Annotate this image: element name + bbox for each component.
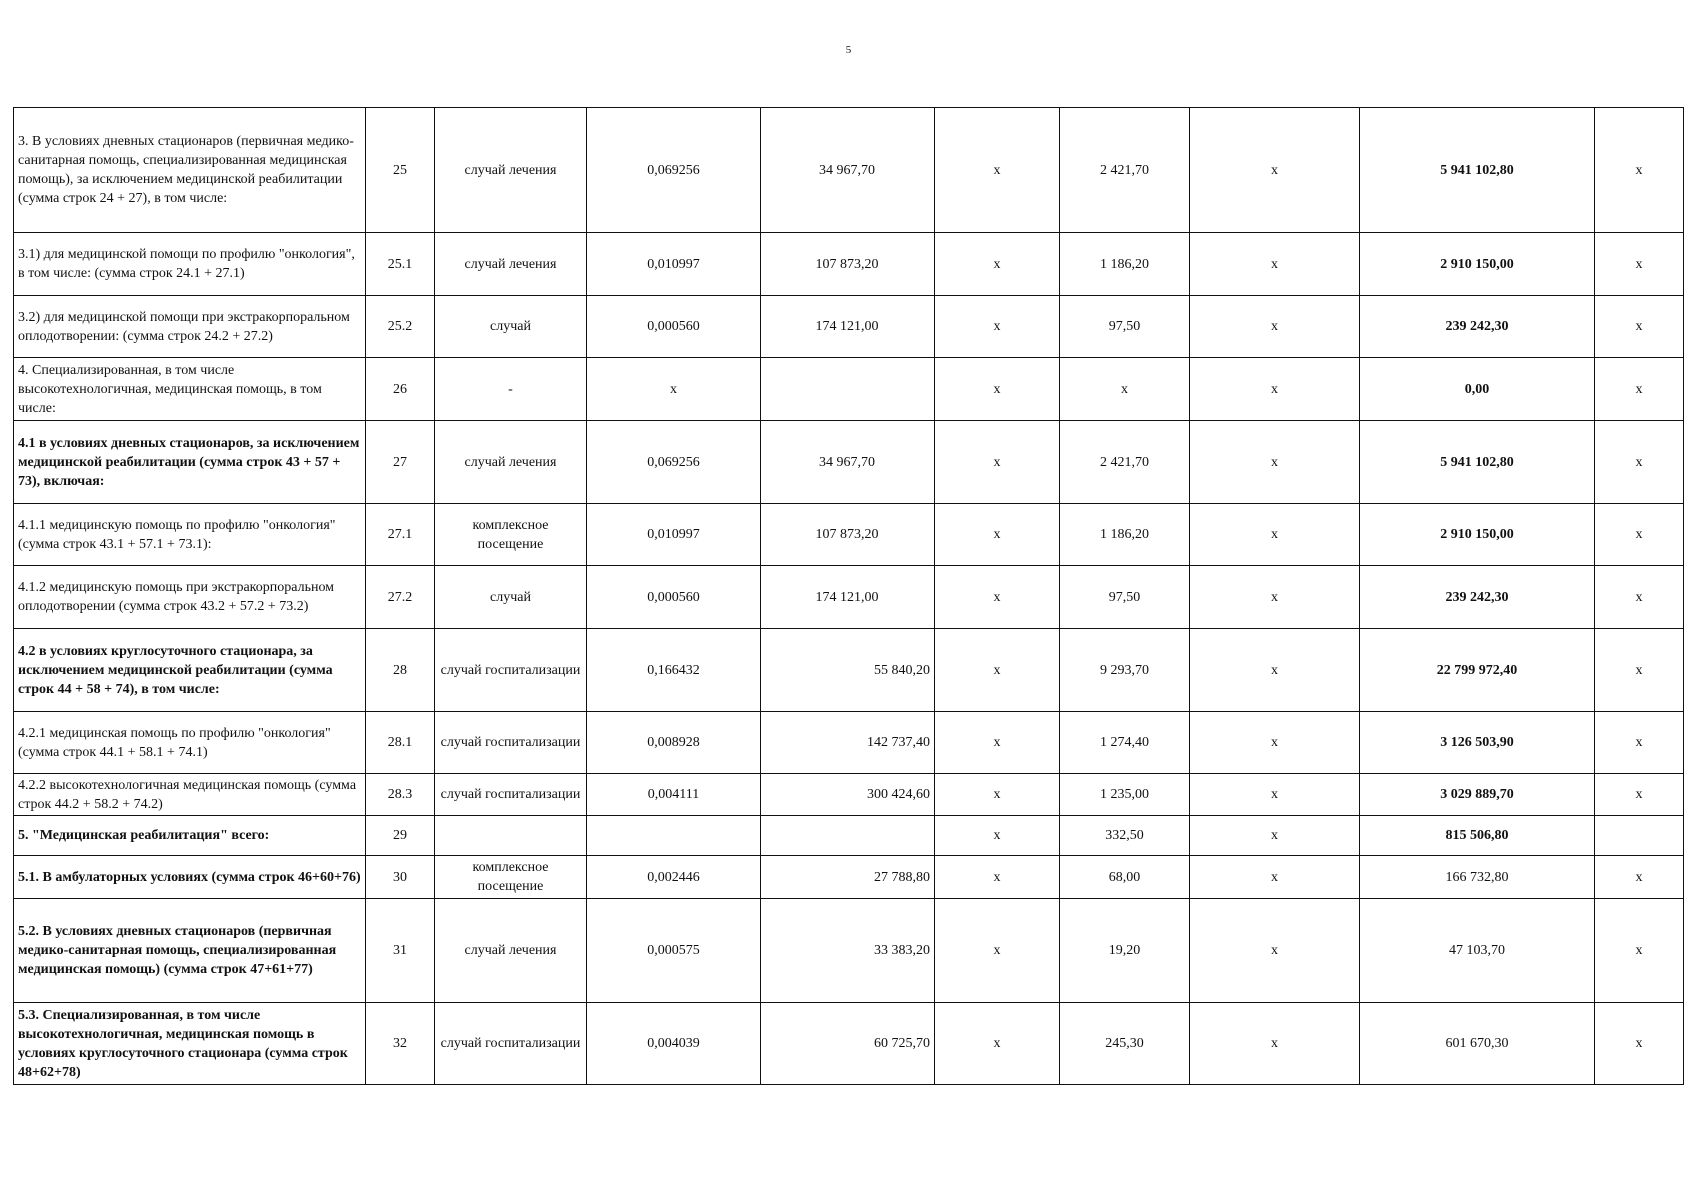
row-col10: х [1595,504,1684,566]
row-total: 601 670,30 [1360,1003,1595,1085]
row-name: 4.1.2 медицинскую помощь при экстракорпоральном оплодотворении (сумма строк 43.2 + 57.2 + 73.2) [14,566,366,629]
row-unit: случай лечения [435,108,587,233]
row-norm: 0,004039 [587,1003,761,1085]
row-cost: 33 383,20 [761,899,935,1003]
row-col10: х [1595,712,1684,774]
row-code: 27 [366,421,435,504]
row-col10: х [1595,856,1684,899]
row-cost: 60 725,70 [761,1003,935,1085]
row-name: 5. "Медицинская реабилитация" всего: [14,816,366,856]
row-code: 32 [366,1003,435,1085]
row-percapita: 1 274,40 [1060,712,1190,774]
row-total: 2 910 150,00 [1360,233,1595,296]
row-total: 0,00 [1360,358,1595,421]
row-code: 28.3 [366,774,435,816]
row-cost [761,816,935,856]
row-code: 28.1 [366,712,435,774]
row-col10: х [1595,358,1684,421]
row-norm: 0,002446 [587,856,761,899]
row-norm: 0,010997 [587,504,761,566]
row-col8: х [1190,566,1360,629]
row-norm: 0,000560 [587,566,761,629]
table-row [14,629,1684,712]
row-unit: случай [435,296,587,358]
row-cost: 55 840,20 [761,629,935,712]
row-unit: комплексное посещение [435,856,587,899]
row-unit: случай [435,566,587,629]
row-cost: 27 788,80 [761,856,935,899]
table-row [14,108,1684,233]
row-col8: х [1190,296,1360,358]
row-col8: х [1190,774,1360,816]
row-name: 3. В условиях дневных стационаров (первичная медико-санитарная помощь, специализированная медицинская помощь), за исключением медицинской реабилитации (сумма строк 24 + 27), в том числе: [14,108,366,233]
row-percapita: х [1060,358,1190,421]
row-code: 26 [366,358,435,421]
table-row [14,816,1684,856]
row-unit: - [435,358,587,421]
row-total: 166 732,80 [1360,856,1595,899]
table-row [14,233,1684,296]
row-name: 4.2.1 медицинская помощь по профилю "онкология" (сумма строк 44.1 + 58.1 + 74.1) [14,712,366,774]
row-code: 25.1 [366,233,435,296]
row-col10: х [1595,108,1684,233]
row-unit: случай госпитализации [435,1003,587,1085]
row-name: 4.1 в условиях дневных стационаров, за исключением медицинской реабилитации (сумма строк 43 + 57 + 73), включая: [14,421,366,504]
row-percapita: 245,30 [1060,1003,1190,1085]
row-name: 5.3. Специализированная, в том числе высокотехнологичная, медицинская помощь в условиях круглосуточного стационара (сумма строк 48+62+78) [14,1003,366,1085]
row-code: 30 [366,856,435,899]
row-total: 5 941 102,80 [1360,108,1595,233]
row-percapita: 2 421,70 [1060,108,1190,233]
row-col6: х [935,856,1060,899]
row-code: 28 [366,629,435,712]
row-col8: х [1190,899,1360,1003]
row-norm [587,816,761,856]
table-row [14,1003,1684,1085]
row-cost: 34 967,70 [761,108,935,233]
row-name: 4.1.1 медицинскую помощь по профилю "онкология" (сумма строк 43.1 + 57.1 + 73.1): [14,504,366,566]
row-col10: х [1595,774,1684,816]
row-percapita: 9 293,70 [1060,629,1190,712]
row-name: 5.1. В амбулаторных условиях (сумма строк 46+60+76) [14,856,366,899]
row-percapita: 1 186,20 [1060,233,1190,296]
row-unit [435,816,587,856]
row-col10: х [1595,233,1684,296]
row-code: 27.1 [366,504,435,566]
row-col10: х [1595,629,1684,712]
row-name: 4.2.2 высокотехнологичная медицинская помощь (сумма строк 44.2 + 58.2 + 74.2) [14,774,366,816]
row-cost: 174 121,00 [761,566,935,629]
row-code: 27.2 [366,566,435,629]
row-norm: 0,010997 [587,233,761,296]
row-col10: х [1595,899,1684,1003]
row-col8: х [1190,504,1360,566]
row-unit: комплексное посещение [435,504,587,566]
row-code: 29 [366,816,435,856]
table-row [14,899,1684,1003]
row-col10 [1595,816,1684,856]
row-percapita: 19,20 [1060,899,1190,1003]
row-cost: 107 873,20 [761,504,935,566]
row-col6: х [935,899,1060,1003]
row-total: 3 126 503,90 [1360,712,1595,774]
row-norm: х [587,358,761,421]
row-cost: 34 967,70 [761,421,935,504]
row-code: 25.2 [366,296,435,358]
row-col6: х [935,774,1060,816]
row-col10: х [1595,1003,1684,1085]
row-total: 47 103,70 [1360,899,1595,1003]
row-col6: х [935,504,1060,566]
row-percapita: 1 235,00 [1060,774,1190,816]
row-col8: х [1190,816,1360,856]
row-norm: 0,069256 [587,108,761,233]
row-col8: х [1190,1003,1360,1085]
page-number: 5 [845,44,852,56]
row-cost: 107 873,20 [761,233,935,296]
row-col8: х [1190,108,1360,233]
row-name: 5.2. В условиях дневных стационаров (первичная медико-санитарная помощь, специализированная медицинская помощь) (сумма строк 47+61+77) [14,899,366,1003]
row-col8: х [1190,358,1360,421]
row-col6: х [935,816,1060,856]
row-col8: х [1190,421,1360,504]
row-col10: х [1595,296,1684,358]
table-row [14,856,1684,899]
row-norm: 0,166432 [587,629,761,712]
row-col8: х [1190,233,1360,296]
table-row [14,296,1684,358]
row-col6: х [935,712,1060,774]
row-norm: 0,000575 [587,899,761,1003]
row-norm: 0,004111 [587,774,761,816]
row-unit: случай лечения [435,421,587,504]
row-total: 3 029 889,70 [1360,774,1595,816]
row-cost: 174 121,00 [761,296,935,358]
row-cost: 142 737,40 [761,712,935,774]
row-percapita: 332,50 [1060,816,1190,856]
row-code: 25 [366,108,435,233]
row-total: 5 941 102,80 [1360,421,1595,504]
table-row [14,421,1684,504]
row-col6: х [935,233,1060,296]
row-total: 815 506,80 [1360,816,1595,856]
row-col6: х [935,421,1060,504]
row-col8: х [1190,856,1360,899]
table-row [14,712,1684,774]
row-col10: х [1595,566,1684,629]
row-percapita: 1 186,20 [1060,504,1190,566]
row-col6: х [935,629,1060,712]
row-norm: 0,008928 [587,712,761,774]
row-col8: х [1190,712,1360,774]
row-col6: х [935,1003,1060,1085]
row-col6: х [935,296,1060,358]
table-row [14,566,1684,629]
row-total: 22 799 972,40 [1360,629,1595,712]
row-percapita: 97,50 [1060,566,1190,629]
row-col6: х [935,358,1060,421]
row-total: 239 242,30 [1360,566,1595,629]
row-unit: случай госпитализации [435,774,587,816]
row-col6: х [935,108,1060,233]
row-name: 3.1) для медицинской помощи по профилю "онкология", в том числе: (сумма строк 24.1 + 27.1) [14,233,366,296]
table-row [14,774,1684,816]
row-col10: х [1595,421,1684,504]
row-norm: 0,069256 [587,421,761,504]
row-total: 239 242,30 [1360,296,1595,358]
table-row [14,358,1684,421]
row-name: 4.2 в условиях круглосуточного стационара, за исключением медицинской реабилитации (сумма строк 44 + 58 + 74), в том числе: [14,629,366,712]
row-name: 3.2) для медицинской помощи при экстракорпоральном оплодотворении: (сумма строк 24.2 + 27.2) [14,296,366,358]
row-cost [761,358,935,421]
row-name: 4. Специализированная, в том числе высокотехнологичная, медицинская помощь, в том числе: [14,358,366,421]
row-percapita: 97,50 [1060,296,1190,358]
row-percapita: 2 421,70 [1060,421,1190,504]
row-unit: случай госпитализации [435,629,587,712]
row-unit: случай госпитализации [435,712,587,774]
row-unit: случай лечения [435,233,587,296]
row-unit: случай лечения [435,899,587,1003]
row-percapita: 68,00 [1060,856,1190,899]
row-norm: 0,000560 [587,296,761,358]
cost-table [13,107,1684,1085]
row-cost: 300 424,60 [761,774,935,816]
row-total: 2 910 150,00 [1360,504,1595,566]
row-code: 31 [366,899,435,1003]
row-col8: х [1190,629,1360,712]
table-row [14,504,1684,566]
row-col6: х [935,566,1060,629]
